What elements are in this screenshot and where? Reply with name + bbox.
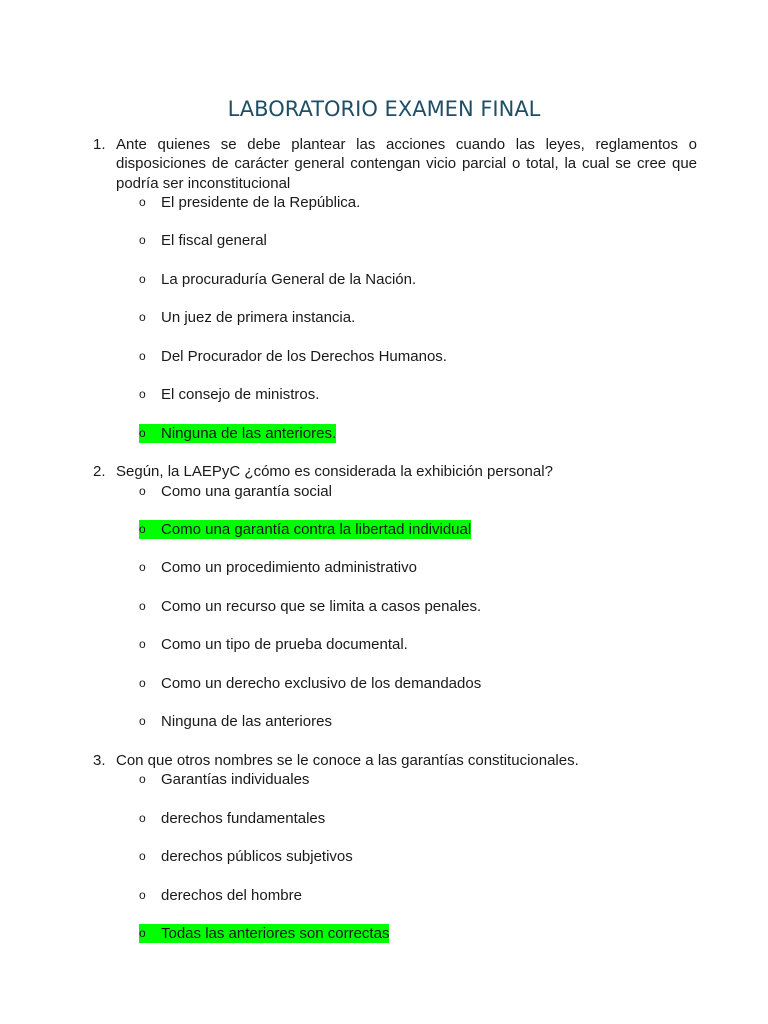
bullet-icon: o xyxy=(139,599,146,613)
option-text: Como una garantía social xyxy=(161,483,332,500)
bullet-icon: o xyxy=(139,772,146,786)
option-text: Como un derecho exclusivo de los demandados xyxy=(161,675,482,692)
answer-option xyxy=(139,193,360,212)
answer-option xyxy=(139,308,355,327)
option-text: Del Procurador de los Derechos Humanos. xyxy=(161,348,447,365)
option-text: Como un procedimiento administrativo xyxy=(161,559,417,576)
question-text: Con que otros nombres se le conoce a las garantías constitucionales. xyxy=(116,752,579,769)
bullet-icon: o xyxy=(139,387,146,401)
bullet-icon: o xyxy=(139,426,146,440)
answer-option xyxy=(139,482,332,501)
option-text: Como una garantía contra la libertad individual xyxy=(161,521,472,538)
bullet-icon: o xyxy=(139,349,146,363)
option-text: derechos del hombre xyxy=(161,887,302,904)
question-number: 3. xyxy=(93,752,106,769)
bullet-icon: o xyxy=(139,888,146,902)
option-text: La procuraduría General de la Nación. xyxy=(161,271,417,288)
answer-option xyxy=(139,385,319,404)
bullet-icon: o xyxy=(139,560,146,574)
answer-option xyxy=(139,270,416,289)
option-text: Garantías individuales xyxy=(161,771,310,788)
question-text: Según, la LAEPyC ¿cómo es considerada la exhibición personal? xyxy=(116,463,553,480)
answer-option xyxy=(139,770,309,789)
answer-option xyxy=(139,558,417,577)
bullet-icon: o xyxy=(139,676,146,690)
option-text: Todas las anteriores son correctas xyxy=(161,925,390,942)
bullet-icon: o xyxy=(139,195,146,209)
answer-option xyxy=(139,597,481,616)
bullet-icon: o xyxy=(139,637,146,651)
bullet-icon: o xyxy=(139,714,146,728)
option-text: Ninguna de las anteriores. xyxy=(161,425,337,442)
answer-option-highlighted xyxy=(139,924,389,943)
bullet-icon: o xyxy=(139,484,146,498)
option-text: derechos públicos subjetivos xyxy=(161,848,353,865)
answer-option xyxy=(139,635,408,654)
answer-option xyxy=(139,231,267,250)
page-title: LABORATORIO EXAMEN FINAL xyxy=(227,97,541,121)
answer-option xyxy=(139,847,353,866)
answer-option xyxy=(139,886,302,905)
bullet-icon: o xyxy=(139,272,146,286)
question-number: 1. xyxy=(93,136,106,153)
answer-option xyxy=(139,809,325,828)
answer-option-highlighted xyxy=(139,424,336,443)
bullet-icon: o xyxy=(139,811,146,825)
bullet-icon: o xyxy=(139,310,146,324)
bullet-icon: o xyxy=(139,233,146,247)
bullet-icon: o xyxy=(139,849,146,863)
option-text: Ninguna de las anteriores xyxy=(161,713,332,730)
question-number: 2. xyxy=(93,463,106,480)
bullet-icon: o xyxy=(139,926,146,940)
answer-option xyxy=(139,712,332,731)
question-text: Ante quienes se debe plantear las acciones cuando las leyes, reglamentos o disposiciones de carácter general contengan vicio parcial o total, la cual se cree que podría ser inconstitucional xyxy=(116,136,697,192)
option-text: Como un recurso que se limita a casos penales. xyxy=(161,598,482,615)
option-text: El fiscal general xyxy=(161,232,267,249)
option-text: El presidente de la República. xyxy=(161,194,361,211)
option-text: Como un tipo de prueba documental. xyxy=(161,636,408,653)
option-text: derechos fundamentales xyxy=(161,810,326,827)
answer-option-highlighted xyxy=(139,520,471,539)
option-text: Un juez de primera instancia. xyxy=(161,309,356,326)
answer-option xyxy=(139,347,447,366)
answer-option xyxy=(139,674,481,693)
option-text: El consejo de ministros. xyxy=(161,386,320,403)
bullet-icon: o xyxy=(139,522,146,536)
